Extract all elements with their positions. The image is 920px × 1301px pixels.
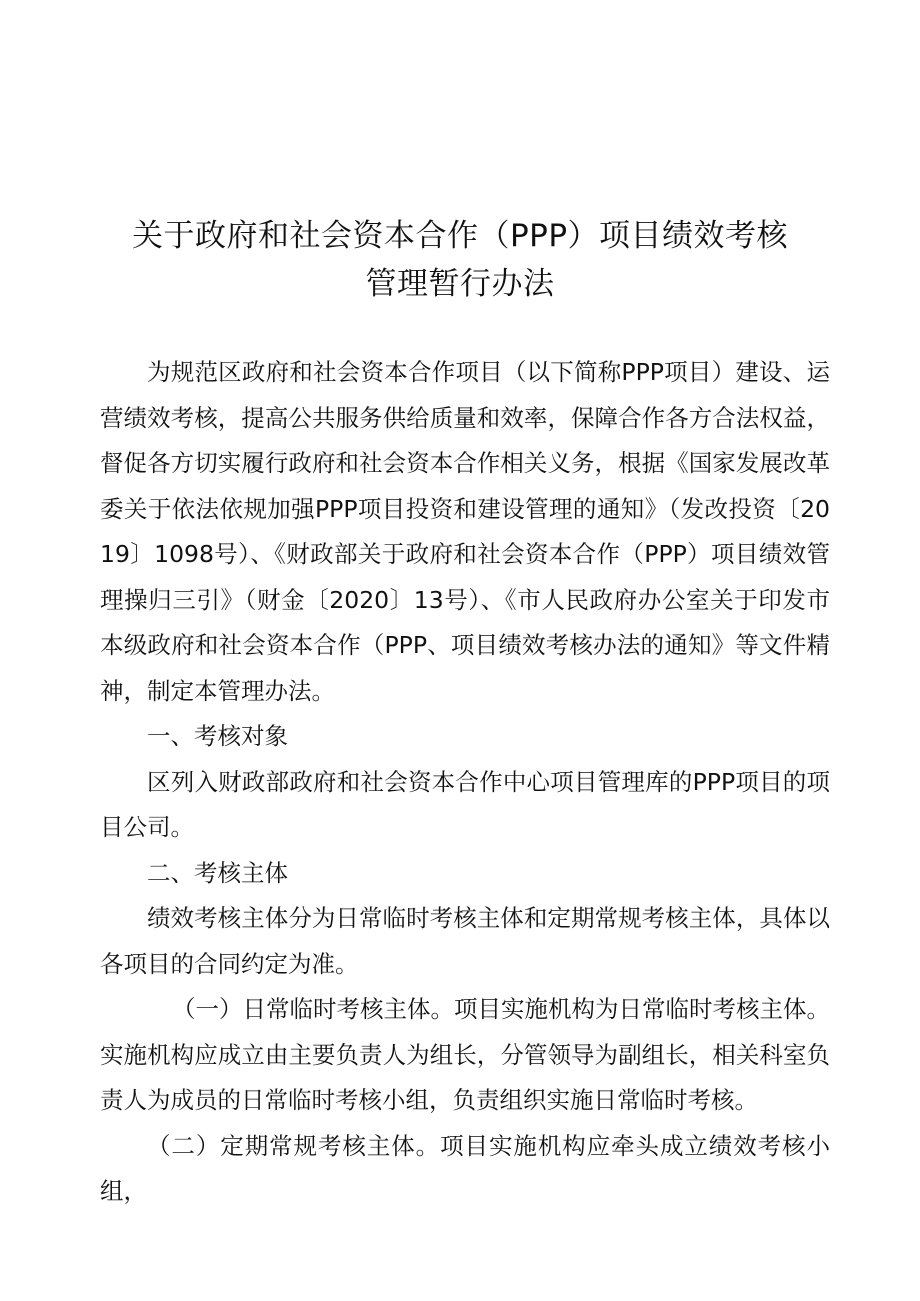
document-title [0,212,920,308]
assessment-subject-paragraph: 绩效考核主体分为日常临时考核主体和定期常规考核主体，具体以各项目的合同约定为准。 [100,904,830,978]
title-line-2: 管理暂行办法 [365,266,555,302]
title-line-1: 关于政府和社会资本合作（PPP）项目绩效考核 [131,218,789,254]
daily-assessment-paragraph: （一）日常临时考核主体。项目实施机构为日常临时考核主体。实施机构应成立由主要负责人为组长，分管领导为副组长，相关科室负责人为成员的日常临时考核小组，负责组织实施日常临时考核。 [100,995,830,1114]
assessment-object-paragraph: 区列入财政部政府和社会资本合作中心项目管理库的PPP项目的项目公司。 [100,767,830,841]
regular-assessment-paragraph: （二）定期常规考核主体。项目实施机构应牵头成立绩效考核小组， [100,1131,830,1205]
section-heading-assessment-object: 一、考核对象 [147,722,288,750]
preamble-paragraph: 为规范区政府和社会资本合作项目（以下简称PPP项目）建设、运营绩效考核，提高公共服务供给质量和效率，保障合作各方合法权益，督促各方切实履行政府和社会资本合作相关义务，根据《国家发展改革委关于依法依规加强PPP项目投资和建设管理的通知》（发改投资〔2019〕1098号）、《财政部关于政府和社会资本合作（PPP）项目绩效管理操归三引》（财金〔2020〕13号）、《市人民政府办公室关于印发市本级政府和社会资本合作（PPP、项目绩效考核办法的通知》等文件精神，制定本管理办法。 [100,358,830,705]
section-heading-assessment-subject: 二、考核主体 [147,858,288,887]
document-body [100,350,830,1215]
